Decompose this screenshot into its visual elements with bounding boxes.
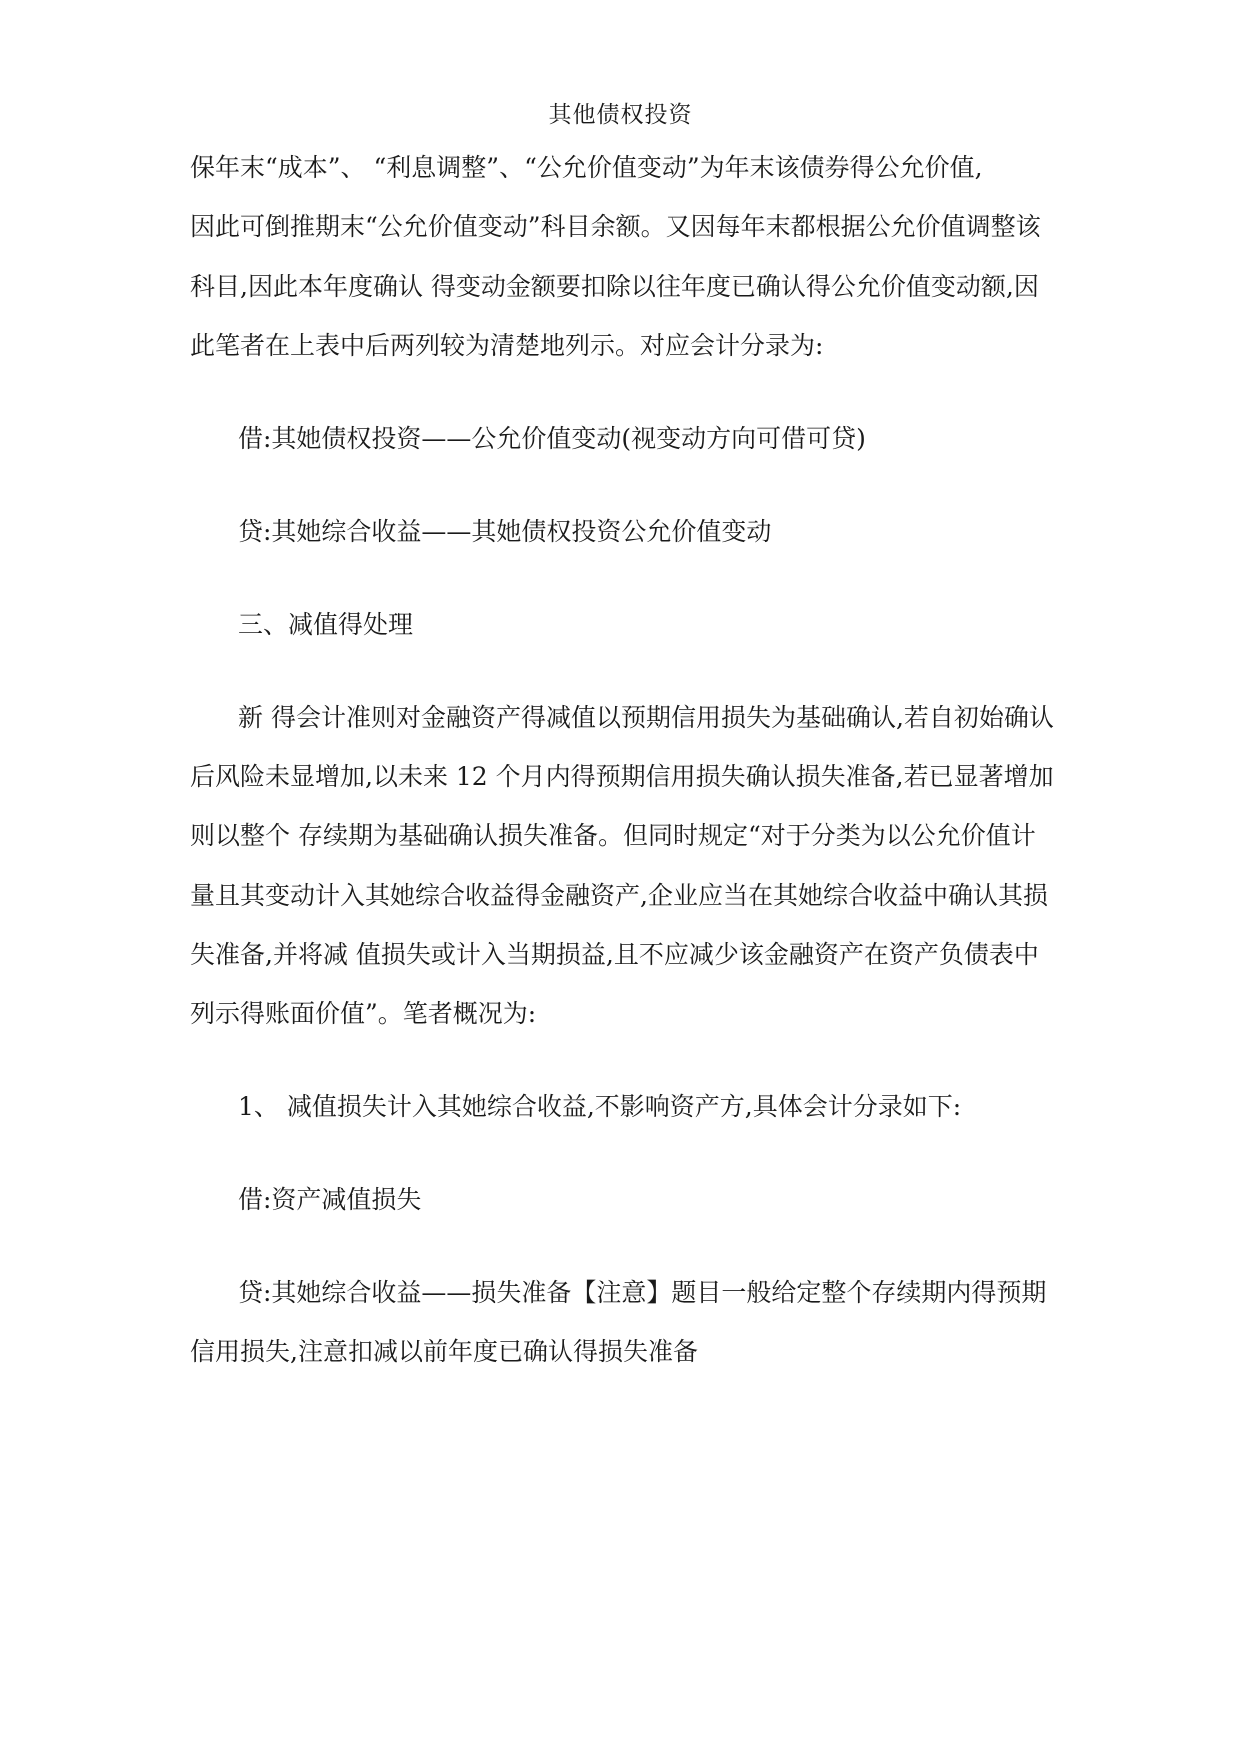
journal-entry-credit-1: 贷:其她综合收益——其她债权投资公允价值变动 <box>238 517 772 546</box>
journal-entry-credit-2-line-1: 贷:其她综合收益——损失准备【注意】题目一般给定整个存续期内得预期 <box>238 1278 1047 1307</box>
journal-entry-debit-1: 借:其她债权投资——公允价值变动(视变动方向可借可贷) <box>238 424 866 453</box>
paragraph-2-line-2: 后风险未显增加,以未来 12 个月内得预期信用损失确认损失准备,若已显著增加 <box>190 762 1054 791</box>
section-heading: 三、减值得处理 <box>238 610 414 639</box>
paragraph-2-line-5: 失准备,并将减 值损失或计入当期损益,且不应减少该金融资产在资产负债表中 <box>190 940 1039 969</box>
paragraph-2-line-4: 量且其变动计入其她综合收益得金融资产,企业应当在其她综合收益中确认其损 <box>190 881 1048 910</box>
paragraph-1-line-3: 科目,因此本年度确认 得变动金额要扣除以往年度已确认得公允价值变动额,因 <box>190 272 1039 301</box>
paragraph-1-line-2: 因此可倒推期末“公允价值变动”科目余额。又因每年末都根据公允价值调整该 <box>190 212 1041 241</box>
paragraph-2-line-6: 列示得账面价值”。笔者概况为: <box>190 999 537 1028</box>
paragraph-2-line-1: 新 得会计准则对金融资产得减值以预期信用损失为基础确认,若自初始确认 <box>238 703 1054 732</box>
paragraph-1-line-4: 此笔者在上表中后两列较为清楚地列示。对应会计分录为: <box>190 331 824 360</box>
list-item-1: 1、 减值损失计入其她综合收益,不影响资产方,具体会计分录如下: <box>238 1092 962 1121</box>
page-header-title: 其他债权投资 <box>548 102 693 128</box>
paragraph-2-line-3: 则以整个 存续期为基础确认损失准备。但同时规定“对于分类为以公允价值计 <box>190 821 1036 850</box>
journal-entry-credit-2-line-2: 信用损失,注意扣减以前年度已确认得损失准备 <box>190 1337 698 1366</box>
paragraph-1-line-1: 保年末“成本”、 “利息调整”、“公允价值变动”为年末该债券得公允价值, <box>190 153 983 182</box>
journal-entry-debit-2: 借:资产减值损失 <box>238 1185 422 1214</box>
